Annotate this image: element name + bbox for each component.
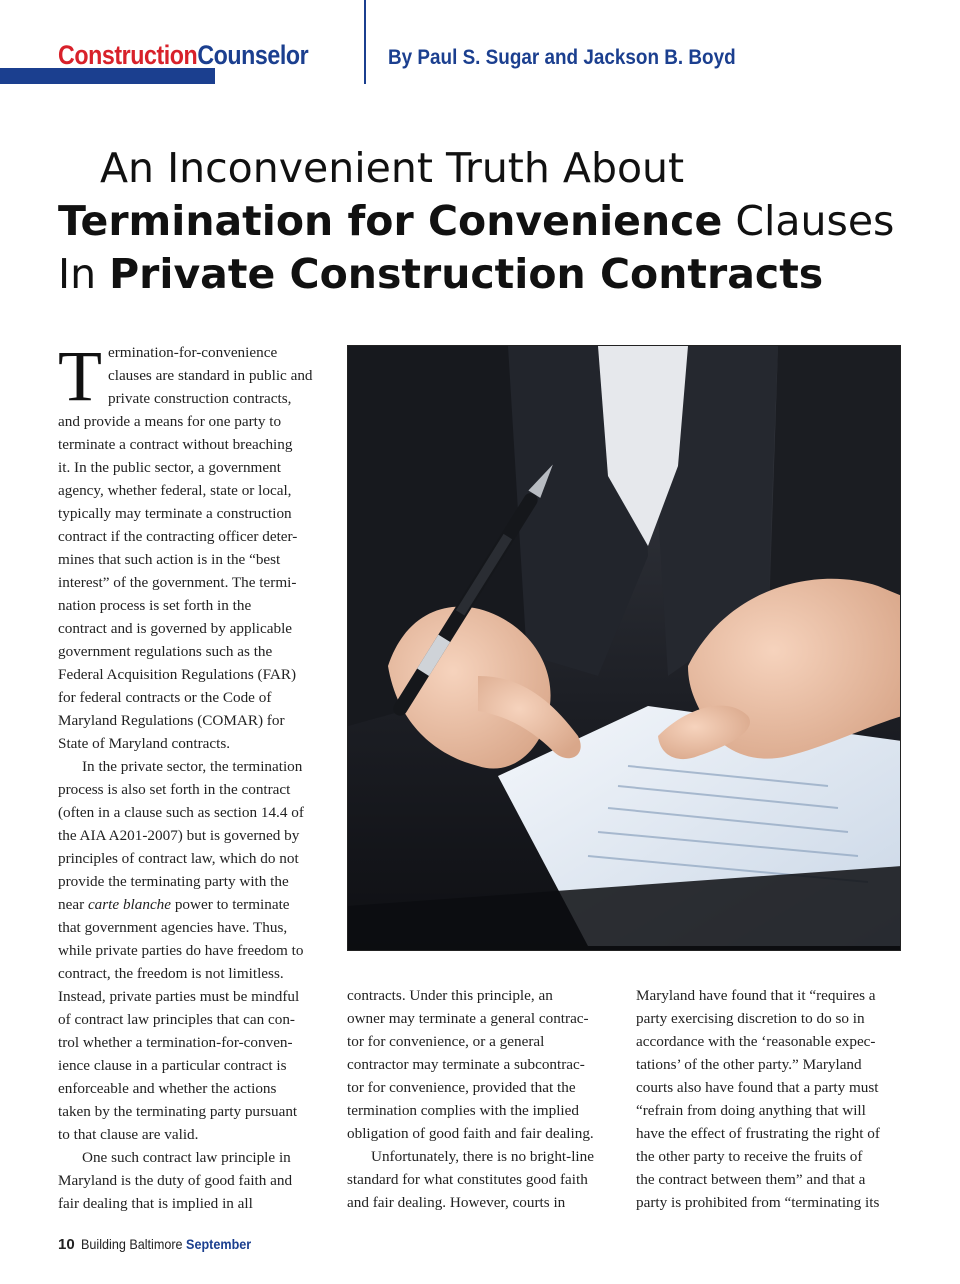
body-line: contract if the contracting officer deter- <box>58 528 298 545</box>
page-footer <box>58 1236 270 1253</box>
body-line: party is prohibited from “terminating its <box>636 1194 880 1211</box>
body-line: clauses are standard in public and <box>107 367 313 384</box>
article-column-3 <box>636 984 904 1214</box>
body-line: nation process is set forth in the <box>58 597 252 614</box>
body-line: contracts. Under this principle, an <box>347 987 553 1004</box>
hands-signing-contract-photo <box>347 345 901 951</box>
body-line: agency, whether federal, state or local, <box>58 482 292 499</box>
body-line: Maryland is the duty of good faith and <box>58 1172 293 1189</box>
body-line: terminate a contract without breaching <box>58 436 293 453</box>
logo-part-counselor: Counselor <box>197 40 309 70</box>
publication-title: Building Baltimore <box>80 1236 183 1252</box>
body-line: process is also set forth in the contract <box>58 781 291 798</box>
body-line: of contract law principles that can con- <box>58 1011 295 1028</box>
body-line: contractor may terminate a subcontrac- <box>347 1056 585 1073</box>
body-line: government regulations such as the <box>58 643 273 660</box>
body-line: obligation of good faith and fair dealing. <box>347 1125 594 1142</box>
body-line: for federal contracts or the Code of <box>58 689 272 706</box>
article-column-2 <box>347 984 615 1214</box>
body-text: power to terminate <box>171 896 290 913</box>
body-line: termination complies with the implied <box>347 1102 579 1119</box>
body-line: interest” of the government. The termi- <box>58 574 297 591</box>
headline-line-1: An Inconvenient Truth About <box>100 144 685 192</box>
body-line: Maryland have found that it “requires a <box>636 987 876 1004</box>
body-line <box>58 1146 326 1169</box>
author-byline: By Paul S. Sugar and Jackson B. Boyd <box>388 46 736 69</box>
body-line: to that clause are valid. <box>58 1126 199 1143</box>
page-number: 10 <box>58 1236 75 1253</box>
body-line: ience clause in a particular contract is <box>58 1057 287 1074</box>
body-line: fair dealing that is implied in all <box>58 1195 253 1212</box>
body-line: tations’ of the other party.” Maryland <box>636 1056 862 1073</box>
body-line: trol whether a termination-for-conven- <box>58 1034 293 1051</box>
body-line <box>347 1145 615 1168</box>
body-line: principles of contract law, which do not <box>58 850 299 867</box>
body-line: courts also have found that a party must <box>636 1079 879 1096</box>
body-line: private construction contracts, <box>107 390 292 407</box>
body-line: Maryland Regulations (COMAR) for <box>58 712 285 729</box>
header-divider <box>364 0 366 84</box>
headline-line-3-bold: Private Construction Contracts <box>109 250 824 298</box>
body-line: accordance with the ‘reasonable expec- <box>636 1033 876 1050</box>
body-line: mines that such action is in the “best <box>58 551 281 568</box>
drop-cap: T <box>58 336 102 416</box>
issue-month: September <box>185 1236 251 1252</box>
body-line: it. In the public sector, a government <box>58 459 281 476</box>
headline-line-2-bold: Termination for Convenience <box>58 197 723 245</box>
italic-phrase: carte blanche <box>87 896 172 913</box>
body-line: contract, the freedom is not limitless. <box>58 965 284 982</box>
body-line: tor for convenience, or a general <box>347 1033 545 1050</box>
body-text: Unfortunately, there is no bright-line <box>371 1148 594 1165</box>
body-line: Federal Acquisition Regulations (FAR) <box>58 666 297 683</box>
body-line <box>58 755 326 778</box>
body-line: contract and is governed by applicable <box>58 620 293 637</box>
headline-line-2-rest: Clauses <box>722 197 895 245</box>
body-line <box>58 893 326 916</box>
body-line: party exercising discretion to do so in <box>636 1010 865 1027</box>
body-text: In the private sector, the termination <box>82 758 303 775</box>
body-text: near <box>58 896 88 913</box>
article-column-1 <box>58 336 326 1215</box>
photo-illustration <box>348 346 901 951</box>
article-headline <box>58 142 938 301</box>
headline-line-3 <box>58 248 938 301</box>
body-line: tor for convenience, provided that the <box>347 1079 576 1096</box>
body-text: One such contract law principle in <box>82 1149 291 1166</box>
publication-name <box>81 1236 251 1252</box>
body-line: while private parties do have freedom to <box>58 942 304 959</box>
body-line: typically may terminate a construction <box>58 505 292 522</box>
body-line: have the effect of frustrating the right of <box>636 1125 880 1142</box>
body-line: “refrain from doing anything that will <box>636 1102 866 1119</box>
body-line: taken by the terminating party pursuant <box>58 1103 298 1120</box>
body-line: the other party to receive the fruits of <box>636 1148 863 1165</box>
headline-line-3-start: In <box>58 250 110 298</box>
body-line: standard for what constitutes good faith <box>347 1171 588 1188</box>
logo-part-construction: Construction <box>58 40 198 70</box>
body-line: the contract between them” and that a <box>636 1171 866 1188</box>
headline-line-2 <box>58 195 938 248</box>
column-logo <box>58 40 308 71</box>
body-line: State of Maryland contracts. <box>58 735 231 752</box>
body-line: and provide a means for one party to <box>58 413 282 430</box>
body-line: enforceable and whether the actions <box>58 1080 277 1097</box>
body-line: provide the terminating party with the <box>58 873 289 890</box>
body-line: owner may terminate a general contrac- <box>347 1010 589 1027</box>
body-line: that government agencies have. Thus, <box>58 919 288 936</box>
body-line: (often in a clause such as section 14.4 of <box>58 804 304 821</box>
body-line: Instead, private parties must be mindful <box>58 988 300 1005</box>
body-line: ermination-for-convenience <box>107 344 278 361</box>
body-line: and fair dealing. However, courts in <box>347 1194 566 1211</box>
body-line: the AIA A201-2007) but is governed by <box>58 827 300 844</box>
